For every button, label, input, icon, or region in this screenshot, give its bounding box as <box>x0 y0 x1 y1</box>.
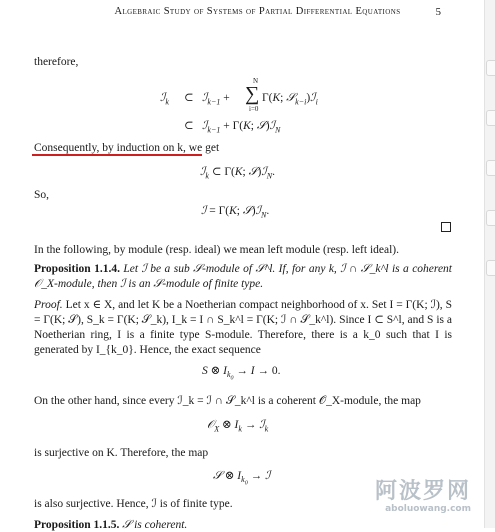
eq1-rhs-a: ℐ$_{k-1}$ + <box>202 90 230 107</box>
paragraph-module-note: In the following, by module (resp. ideal) we mean left module (resp. left ideal). <box>34 244 400 256</box>
prop115-label: Proposition 1.1.5. <box>34 519 120 531</box>
equation-3: ℐ = Γ(K; 𝒮)ℐ$_N$. <box>201 203 270 220</box>
proposition-1-1-5 <box>34 518 187 532</box>
watermark-chinese: 阿波罗网 <box>374 479 471 504</box>
watermark-url: aboluowang.com <box>385 504 471 514</box>
paragraph-other-hand: On the other hand, since every ℐ_k = ℐ ∩ 𝒮_k^l is a coherent 𝒪_X-module, the map <box>34 395 421 407</box>
paragraph-surjective-on-k: is surjective on K. Therefore, the map <box>34 447 209 459</box>
page-number: 5 <box>435 6 441 18</box>
edge-tab-4[interactable] <box>486 210 495 226</box>
proof-text: Let x ∈ X, and let K be a Noetherian compact neighborhood of x. Set I = Γ(K; ℐ), S = Γ(K; 𝒮), S_k = Γ(K; 𝒮_k), I_k = I ∩ S_k^l = Γ(K; ℐ ∩ 𝒮_k^l). Since I ⊂ S^l, and S is a Noetherian ring, I is a finite type S-module. Therefore, there is a k_0 such that I is generated by I_{k_0}. Hence, the exact sequence <box>34 299 453 356</box>
prop115-text: 𝒮 is coherent. <box>122 519 188 531</box>
paragraph-also-surjective: is also surjective. Hence, ℐ is of finite type. <box>34 498 233 510</box>
paragraph-consequently: Consequently, by induction on k, we get <box>34 142 220 154</box>
proof-paragraph <box>34 298 452 358</box>
proof-label: Proof. <box>34 299 63 311</box>
equation-2: ℐ$_k$ ⊂ Γ(K; 𝒮)ℐ$_N$. <box>200 164 275 181</box>
sum-upper-limit: N <box>253 77 259 85</box>
sum-sign: ∑ <box>245 83 260 105</box>
red-underline-annotation <box>32 154 202 156</box>
equation-4: S ⊗ $I_{k_0} \to I \to 0$. <box>202 365 281 382</box>
watermark <box>375 480 471 514</box>
eq1-subset-2: ⊂ <box>184 120 194 132</box>
prop114-label: Proposition 1.1.4. <box>34 263 120 275</box>
eq1-line2: ℐ$_{k-1}$ + Γ(K; 𝒮)ℐ$_N$ <box>202 118 281 135</box>
reader-side-edge <box>484 0 495 528</box>
prop114-text: Let ℐ be a sub 𝒮-module of 𝒮^l. If, for any k, ℐ ∩ 𝒮_k^l is a coherent 𝒪_X-module, then ℐ is an 𝒮-module of finite type. <box>34 263 453 290</box>
running-title: Algebraic Study of Systems of Partial Differential Equations <box>114 6 401 17</box>
sum-lower-limit: i=0 <box>249 105 259 113</box>
edge-tab-3[interactable] <box>486 160 495 176</box>
eq1-lhs: ℐ$_k$ <box>160 90 169 107</box>
proposition-1-1-4 <box>34 262 452 292</box>
paragraph-therefore: therefore, <box>34 56 79 68</box>
equation-6: 𝒮 ⊗ $I_{k_0}$ → ℐ <box>213 468 271 487</box>
edge-tab-5[interactable] <box>486 260 495 276</box>
edge-tab-2[interactable] <box>486 110 495 126</box>
eq1-subset: ⊂ <box>184 92 194 104</box>
qed-square-icon <box>441 222 451 232</box>
paragraph-so: So, <box>34 189 50 201</box>
equation-5: 𝒪$_X$ ⊗ $I_k$ → ℐ$_k$ <box>207 417 269 434</box>
edge-tab-1[interactable] <box>486 60 495 76</box>
eq1-rhs-b: Γ(K; 𝒮$_{k-i}$)ℐ$_i$ <box>262 90 318 107</box>
